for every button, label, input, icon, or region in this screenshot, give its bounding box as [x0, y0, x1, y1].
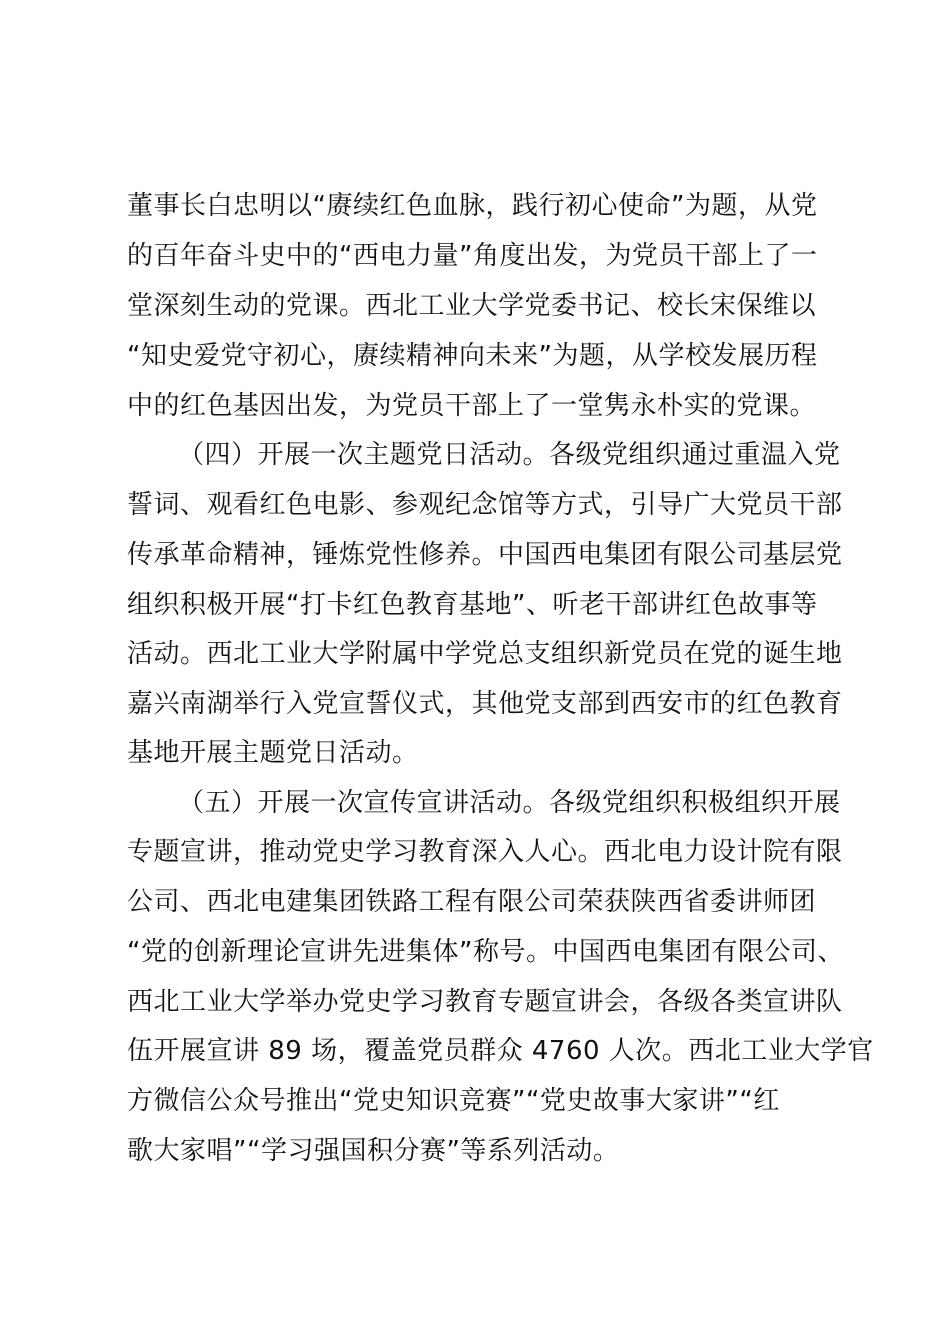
text-line: 传承革命精神，锤炼党性修养。中国西电集团有限公司基层党	[127, 540, 843, 570]
text-line: 基地开展主题党日活动。	[127, 738, 419, 768]
text-line: 方微信公众号推出“党史知识竞赛”“党史故事大家讲”“红	[127, 1086, 780, 1116]
text-line: 堂深刻生动的党课。西北工业大学党委书记、校长宋保维以	[127, 291, 817, 321]
text-line: 嘉兴南湖举行入党宣誓仪式，其他党支部到西安市的红色教育	[127, 689, 843, 719]
paragraph-heading-5: （五）开展一次宣传宣讲活动。各级党组织积极组织开展	[178, 788, 841, 818]
text-line: 组织积极开展“打卡红色教育基地”、听老干部讲红色故事等	[127, 590, 818, 620]
text-line: 誓词、观看红色电影、参观纪念馆等方式，引导广大党员干部	[127, 490, 843, 520]
paragraph-heading-4: （四）开展一次主题党日活动。各级党组织通过重温入党	[178, 440, 841, 470]
text-line: 伍开展宣讲 89 场，覆盖党员群众 4760 人次。西北工业大学官	[127, 1036, 874, 1066]
text-line: “知史爱党守初心，赓续精神向未来”为题，从学校发展历程	[127, 341, 818, 371]
text-line: 中的红色基因出发，为党员干部上了一堂隽永朴实的党课。	[127, 391, 817, 421]
text-line: 公司、西北电建集团铁路工程有限公司荣获陕西省委讲师团	[127, 887, 817, 917]
text-line: 活动。西北工业大学附属中学党总支组织新党员在党的诞生地	[127, 639, 843, 669]
text-line: 的百年奋斗史中的“西电力量”角度出发，为党员干部上了一	[127, 241, 818, 271]
text-line: “党的创新理论宣讲先进集体”称号。中国西电集团有限公司、	[127, 937, 844, 967]
text-line: 歌大家唱”“学习强国积分赛”等系列活动。	[127, 1136, 620, 1166]
text-line: 西北工业大学举办党史学习教育专题宣讲会，各级各类宣讲队	[127, 987, 843, 1017]
text-line: 专题宣讲，推动党史学习教育深入人心。西北电力设计院有限	[127, 837, 843, 867]
text-line: 董事长白忠明以“赓续红色血脉，践行初心使命”为题，从党	[127, 191, 818, 221]
